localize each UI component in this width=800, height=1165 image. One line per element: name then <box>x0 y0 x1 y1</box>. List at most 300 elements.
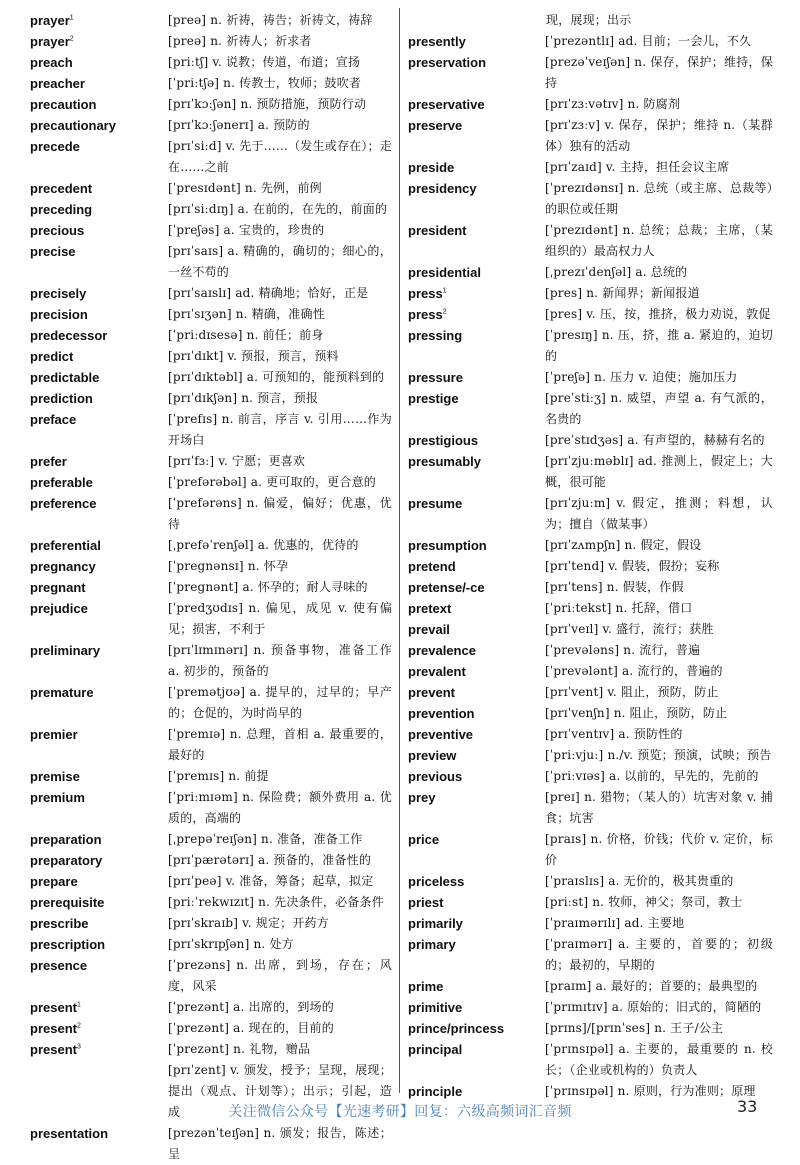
definition: [prɪˈventɪv] a. 预防性的 <box>545 727 683 741</box>
headword <box>408 262 545 283</box>
dictionary-entry <box>30 766 392 787</box>
headword-text: precautionary <box>30 118 116 133</box>
dictionary-entry <box>408 388 773 430</box>
headword <box>30 850 168 871</box>
headword-text: principle <box>408 1084 463 1099</box>
headword <box>30 304 168 325</box>
definition: [ˌprepəˈreɪʃən] n. 准备，准备工作 <box>168 832 363 846</box>
headword <box>30 178 168 199</box>
headword-text: pretend <box>408 559 456 574</box>
dictionary-entry <box>30 367 392 388</box>
headword-text: presidency <box>408 181 477 196</box>
dictionary-entry <box>408 787 773 829</box>
headword-text: price <box>408 832 440 847</box>
definition: [ˈprezənt] a. 现在的，目前的 <box>168 1021 334 1035</box>
definition: [ˌprefəˈrenʃəl] a. 优惠的，优待的 <box>168 538 359 552</box>
headword <box>408 52 545 73</box>
headword-text: prayer <box>30 13 70 28</box>
definition: [ˈpriːtekst] n. 托辞，借口 <box>545 601 693 615</box>
definition: [ˈpreʃəs] a. 宝贵的，珍贵的 <box>168 223 325 237</box>
headword-text: prescription <box>30 937 106 952</box>
headword <box>408 934 545 955</box>
headword-superscript: 1 <box>69 14 74 22</box>
headword <box>408 766 545 787</box>
definition: [prɪˈveɪl] v. 盛行，流行；获胜 <box>545 622 714 636</box>
headword-text: premise <box>30 769 80 784</box>
definition: [preˈstiːʒ] n. 威望，声望 a. 有气派的，名贵的 <box>545 391 773 426</box>
dictionary-entry <box>30 73 392 94</box>
headword-superscript: 1 <box>442 287 447 295</box>
definition: [ˈpregnənt] a. 怀孕的；耐人寻味的 <box>168 580 368 594</box>
dictionary-entry <box>30 913 392 934</box>
headword <box>408 913 545 934</box>
definition: [ˌprezɪˈdenʃəl] a. 总统的 <box>545 265 688 279</box>
headword-text: principal <box>408 1042 463 1057</box>
definition: [prɪˈlɪmɪnərɪ] n. 预备事物，准备工作 a. 初步的，预备的 <box>168 643 392 678</box>
headword <box>30 535 168 556</box>
headword <box>408 325 545 346</box>
dictionary-entry <box>30 556 392 577</box>
definition: [prezəˈveɪʃən] n. 保存，保护；维持，保持 <box>545 55 773 90</box>
headword-text: preacher <box>30 76 85 91</box>
headword <box>408 682 545 703</box>
dictionary-entry <box>30 94 392 115</box>
headword-text: pretext <box>408 601 452 616</box>
headword-text: president <box>408 223 467 238</box>
headword <box>408 724 545 745</box>
definition: [prɪˈvent] v. 阻止，预防，防止 <box>545 685 719 699</box>
headword-text: preserve <box>408 118 463 133</box>
headword-text: prevalence <box>408 643 476 658</box>
dictionary-entry <box>30 1039 392 1060</box>
dictionary-entry <box>30 640 392 682</box>
dictionary-entry <box>408 913 773 934</box>
headword <box>408 577 545 598</box>
headword-text: prerequisite <box>30 895 105 910</box>
headword <box>408 31 545 52</box>
dictionary-entry <box>30 409 392 451</box>
headword-text: prefer <box>30 454 67 469</box>
headword-text: preference <box>30 496 97 511</box>
headword <box>30 472 168 493</box>
headword <box>408 997 545 1018</box>
headword <box>30 598 168 619</box>
headword-text: precede <box>30 139 80 154</box>
headword-superscript: 1 <box>76 1001 81 1009</box>
dictionary-entry <box>408 220 773 262</box>
dictionary-entry <box>408 304 773 325</box>
headword <box>30 493 168 514</box>
definition: [ˈpreʃə] n. 压力 v. 迫使；施加压力 <box>545 370 738 384</box>
dictionary-entry <box>30 997 392 1018</box>
definition: [ˈprefərəbəl] a. 更可取的，更合意的 <box>168 475 376 489</box>
headword <box>30 556 168 577</box>
definition: [ˈpriːvjuː] n./v. 预览；预演，试映；预告 <box>545 748 772 762</box>
dictionary-entry <box>30 934 392 955</box>
headword <box>30 829 168 850</box>
definition: [priːst] n. 牧师，神父；祭司，教士 <box>545 895 743 909</box>
dictionary-entry <box>30 493 392 535</box>
headword <box>30 136 168 157</box>
headword <box>408 745 545 766</box>
headword <box>408 1081 545 1102</box>
dictionary-entry <box>30 346 392 367</box>
left-column <box>30 10 392 1165</box>
headword <box>30 241 168 262</box>
dictionary-entry <box>408 1081 773 1102</box>
dictionary-entry <box>408 997 773 1018</box>
definition: [prɪˈpærətərɪ] a. 预备的，准备性的 <box>168 853 372 867</box>
headword-text: preventive <box>408 727 474 742</box>
headword-text: precisely <box>30 286 87 301</box>
headword <box>408 220 545 241</box>
definition: [prɪˈzʌmpʃn] n. 假定，假设 <box>545 538 702 552</box>
headword <box>408 535 545 556</box>
dictionary-entry <box>408 430 773 451</box>
definition: [prɪˈzɜːv] v. 保存，保护；维持 n.（某群体）独有的活动 <box>545 118 773 153</box>
dictionary-entry <box>30 535 392 556</box>
page-number: 33 <box>737 1097 758 1116</box>
headword-text: presumably <box>408 454 481 469</box>
headword <box>30 199 168 220</box>
headword <box>408 556 545 577</box>
headword-text: premium <box>30 790 85 805</box>
headword <box>30 577 168 598</box>
definition: [ˈpriːtʃə] n. 传教士，牧师；鼓吹者 <box>168 76 362 90</box>
headword <box>408 661 545 682</box>
headword-text: prime <box>408 979 444 994</box>
dictionary-entry <box>408 577 773 598</box>
headword <box>30 220 168 241</box>
headword-superscript: 2 <box>69 35 74 43</box>
headword-text: premier <box>30 727 78 742</box>
definition: [prɪˈsiːdɪŋ] a. 在前的，在先的，前面的 <box>168 202 388 216</box>
headword <box>408 304 545 325</box>
definition: [ˈprezɪdənsɪ] n. 总统（或主席、总裁等）的职位或任期 <box>545 181 773 216</box>
dictionary-entry <box>408 934 773 976</box>
definition: [ˈpraɪmərɪ] a. 主要的，首要的；初级的；最初的，早期的 <box>545 937 773 972</box>
headword <box>408 283 545 304</box>
headword <box>30 451 168 472</box>
definition: [prɪˈzjuːməblɪ] ad. 推测上，假定上；大概，很可能 <box>545 454 773 489</box>
definition: [preɪ] n. 猎物；（某人的）坑害对象 v. 捕食；坑害 <box>545 790 773 825</box>
definition: [ˈpraɪslɪs] a. 无价的，极其贵重的 <box>545 874 734 888</box>
definition: [ˈprɪmɪtɪv] a. 原始的；旧式的，简陋的 <box>545 1000 762 1014</box>
dictionary-entry <box>408 52 773 94</box>
headword-superscript: 2 <box>442 308 447 316</box>
dictionary-entry <box>408 598 773 619</box>
dictionary-entry <box>30 472 392 493</box>
dictionary-entry <box>408 976 773 997</box>
headword-text: predict <box>30 349 74 364</box>
headword-text: preceding <box>30 202 93 217</box>
headword-text: prey <box>408 790 436 805</box>
definition: [prɪˈzent] v. 颁发，授予；呈现，展现；提出（观点、计划等）；出示；引起，造成 <box>168 1063 392 1119</box>
headword-text: prevention <box>408 706 475 721</box>
definition: [prɪˈskrɪpʃən] n. 处方 <box>168 937 294 951</box>
headword-text: presentation <box>30 1126 109 1141</box>
headword-text: premature <box>30 685 94 700</box>
dictionary-entry <box>30 682 392 724</box>
definition: [ˈpregnənsɪ] n. 怀孕 <box>168 559 289 573</box>
dictionary-entry <box>408 367 773 388</box>
headword-text: precedent <box>30 181 93 196</box>
definition: [prɪˈfɜː] v. 宁愿；更喜欢 <box>168 454 306 468</box>
definition: [prɪˈpeə] v. 准备，筹备；起草，拟定 <box>168 874 374 888</box>
headword <box>408 640 545 661</box>
headword-text: precious <box>30 223 85 238</box>
dictionary-entry <box>408 661 773 682</box>
definition: [prɪˈtens] n. 假装，作假 <box>545 580 684 594</box>
headword-text: presidential <box>408 265 481 280</box>
definition: [ˈprefɪs] n. 前言，序言 v. 引用……作为开场白 <box>168 412 392 447</box>
dictionary-entry <box>30 199 392 220</box>
dictionary-entry <box>408 871 773 892</box>
headword-text: preside <box>408 160 455 175</box>
dictionary-entry <box>30 955 392 997</box>
headword <box>30 52 168 73</box>
definition: [prɪˈkɔːʃənerɪ] a. 预防的 <box>168 118 310 132</box>
definition: [priːˈrekwɪzɪt] n. 先决条件，必备条件 <box>168 895 384 909</box>
headword <box>30 787 168 808</box>
definition: [prɪns]/[prɪnˈses] n. 王子/公主 <box>545 1021 724 1035</box>
definition: [pres] n. 新闻界；新闻报道 <box>545 286 700 300</box>
headword-text: preview <box>408 748 457 763</box>
dictionary-entry <box>30 577 392 598</box>
dictionary-entry <box>408 682 773 703</box>
definition: [preə] n. 祈祷，祷告；祈祷文，祷辞 <box>168 13 373 27</box>
headword-text: presume <box>408 496 463 511</box>
headword <box>408 1018 545 1039</box>
headword-text: present <box>30 1042 77 1057</box>
definition: [prɪˈdɪkt] v. 预报，预言，预料 <box>168 349 339 363</box>
definition: [prɪˈsaɪs] a. 精确的，确切的；细心的，一丝不苟的 <box>168 244 392 279</box>
definition: [ˈprevələnt] a. 流行的，普遍的 <box>545 664 723 678</box>
headword <box>30 934 168 955</box>
dictionary-entry <box>30 325 392 346</box>
headword <box>30 766 168 787</box>
dictionary-entry <box>30 115 392 136</box>
definition: [ˈpresɪdənt] n. 先例，前例 <box>168 181 322 195</box>
headword <box>408 619 545 640</box>
headword-text: preliminary <box>30 643 101 658</box>
headword <box>408 367 545 388</box>
dictionary-entry <box>30 1018 392 1039</box>
definition: [ˈprezɪdənt] n. 总统；总裁；主席，（某组织的）最高权力人 <box>545 223 773 258</box>
entry-continuation: 现，展现；出示 <box>546 13 632 27</box>
definition: [prɪˈkɔːʃən] n. 预防措施，预防行动 <box>168 97 367 111</box>
headword-text: priest <box>408 895 444 910</box>
dictionary-entry <box>408 745 773 766</box>
dictionary-entry <box>30 52 392 73</box>
headword-text: preferential <box>30 538 101 553</box>
headword <box>30 724 168 745</box>
dictionary-entry <box>30 1123 392 1165</box>
dictionary-entry <box>408 766 773 787</box>
headword <box>30 283 168 304</box>
headword-text: presumption <box>408 538 487 553</box>
headword-text: preach <box>30 55 73 70</box>
headword-text: prayer <box>30 34 70 49</box>
dictionary-entry <box>30 220 392 241</box>
headword-text: preservative <box>408 97 485 112</box>
dictionary-entry <box>408 724 773 745</box>
dictionary-entry <box>30 241 392 283</box>
dictionary-entry <box>408 325 773 367</box>
dictionary-entry <box>408 829 773 871</box>
headword <box>30 115 168 136</box>
headword <box>30 871 168 892</box>
dictionary-entry <box>408 535 773 556</box>
definition: [ˈpriːdɪsesə] n. 前任；前身 <box>168 328 324 342</box>
definition: [prezənˈteɪʃən] n. 颁发；报告，陈述；呈 <box>168 1126 392 1161</box>
dictionary-entry <box>408 1018 773 1039</box>
dictionary-entry <box>30 136 392 178</box>
headword <box>408 493 545 514</box>
definition: [praɪs] n. 价格，价钱；代价 v. 定价，标价 <box>545 832 773 867</box>
definition: [ˈprevələns] n. 流行，普遍 <box>545 643 701 657</box>
headword <box>30 31 168 52</box>
headword-text: prepare <box>30 874 78 889</box>
dictionary-entry <box>408 115 773 157</box>
headword <box>408 115 545 136</box>
headword-superscript: 2 <box>76 1022 81 1030</box>
headword-text: press <box>408 286 443 301</box>
definition: [prɪˈdɪktəbl] a. 可预知的，能预料到的 <box>168 370 385 384</box>
definition: [praɪm] a. 最好的；首要的；最典型的 <box>545 979 758 993</box>
headword <box>408 178 545 199</box>
dictionary-entry <box>408 892 773 913</box>
headword <box>408 430 545 451</box>
headword-text: primary <box>408 937 456 952</box>
headword <box>30 955 168 976</box>
dictionary-entry <box>30 178 392 199</box>
headword-text: prestige <box>408 391 459 406</box>
definition: [ˈpredʒʊdɪs] n. 偏见，成见 v. 使有偏见；损害，不利于 <box>168 601 392 636</box>
definition: [prɪˈtend] v. 假装，假扮；妄称 <box>545 559 720 573</box>
dictionary-entry <box>408 493 773 535</box>
headword-text: preservation <box>408 55 487 70</box>
definition: [ˈprefərəns] n. 偏爱，偏好；优惠，优待 <box>168 496 392 531</box>
definition: [prɪˈsɪʒən] n. 精确，准确性 <box>168 307 325 321</box>
headword-text: precision <box>30 307 88 322</box>
headword <box>408 157 545 178</box>
definition: [prɪˈzjuːm] v. 假定，推测；料想，认为；擅自（做某事） <box>545 496 773 531</box>
definition: [ˈprezənt] a. 出席的，到场的 <box>168 1000 334 1014</box>
dictionary-entry <box>30 787 392 829</box>
dictionary-entry <box>30 451 392 472</box>
dictionary-entry <box>408 703 773 724</box>
headword <box>408 94 545 115</box>
dictionary-entry <box>408 619 773 640</box>
headword-text: present <box>30 1000 77 1015</box>
headword-text: predecessor <box>30 328 108 343</box>
dictionary-entry <box>30 871 392 892</box>
dictionary-entry <box>30 892 392 913</box>
headword-text: presence <box>30 958 88 973</box>
definition: [priːtʃ] v. 说教；传道，布道；宣扬 <box>168 55 361 69</box>
dictionary-entry <box>408 283 773 304</box>
headword-text: prevalent <box>408 664 466 679</box>
dictionary-entry <box>30 850 392 871</box>
headword-text: prestigious <box>408 433 479 448</box>
headword-text: prediction <box>30 391 93 406</box>
dictionary-entry <box>408 556 773 577</box>
headword <box>408 787 545 808</box>
definition: [ˈpresɪŋ] n. 压，挤，推 a. 紧迫的，迫切的 <box>545 328 773 363</box>
definition: [ˈpremɪə] n. 总理，首相 a. 最重要的，最好的 <box>168 727 392 762</box>
dictionary-entry <box>30 10 392 31</box>
headword-text: pressing <box>408 328 463 343</box>
dictionary-entry <box>408 178 773 220</box>
headword-text: precise <box>30 244 76 259</box>
definition: [ˈpremɪs] n. 前提 <box>168 769 269 783</box>
headword-text: priceless <box>408 874 465 889</box>
dictionary-entry <box>30 388 392 409</box>
headword-text: prince/princess <box>408 1021 505 1036</box>
headword-text: preface <box>30 412 77 427</box>
headword <box>30 1039 168 1060</box>
dictionary-entry <box>408 262 773 283</box>
headword-text: pretense/-ce <box>408 580 485 595</box>
headword <box>30 409 168 430</box>
headword-text: presently <box>408 34 466 49</box>
definition: [preə] n. 祈祷人；祈求者 <box>168 34 312 48</box>
headword-text: prevail <box>408 622 450 637</box>
dictionary-entry <box>408 31 773 52</box>
headword-text: pregnant <box>30 580 86 595</box>
headword-text: prescribe <box>30 916 89 931</box>
definition: [prɪˈsiːd] v. 先于……（发生或存在）；走在……之前 <box>168 139 392 174</box>
definition: [preˈstɪdʒəs] a. 有声望的，赫赫有名的 <box>545 433 765 447</box>
right-column <box>408 10 773 1102</box>
dictionary-entry <box>30 283 392 304</box>
headword-text: precaution <box>30 97 97 112</box>
definition: [ˈprezəntlɪ] ad. 目前；一会儿，不久 <box>545 34 752 48</box>
column-divider <box>399 8 400 1093</box>
definition: [ˈpraɪmərɪlɪ] ad. 主要地 <box>545 916 685 930</box>
headword <box>30 73 168 94</box>
headword-text: preparatory <box>30 853 103 868</box>
headword-text: prejudice <box>30 601 88 616</box>
headword-text: prevent <box>408 685 455 700</box>
dictionary-entry <box>30 304 392 325</box>
dictionary-entry <box>408 94 773 115</box>
dictionary-entry <box>30 829 392 850</box>
headword <box>408 829 545 850</box>
footer-promo-text: 关注微信公众号【光速考研】回复：六级高频词汇音频 <box>228 1104 572 1120</box>
headword <box>408 388 545 409</box>
headword-text: pressure <box>408 370 463 385</box>
definition: [ˈpremətjʊə] a. 提早的，过早的；早产的；仓促的，为时尚早的 <box>168 685 392 720</box>
dictionary-entry <box>408 451 773 493</box>
headword-text: primarily <box>408 916 463 931</box>
headword-text: preferable <box>30 475 93 490</box>
dictionary-entry <box>408 157 773 178</box>
headword <box>30 1123 168 1144</box>
headword-text: press <box>408 307 443 322</box>
dictionary-entry <box>30 598 392 640</box>
headword-text: previous <box>408 769 463 784</box>
headword <box>30 640 168 661</box>
headword-text: pregnancy <box>30 559 96 574</box>
definition: [ˈprɪnsɪpəl] a. 主要的，最重要的 n. 校长；（企业或机构的）负责人 <box>545 1042 773 1077</box>
headword <box>408 1039 545 1060</box>
headword <box>408 703 545 724</box>
definition: [prɪˈskraɪb] v. 规定；开药方 <box>168 916 329 930</box>
definition: [prɪˈsaɪslɪ] ad. 精确地；恰好，正是 <box>168 286 369 300</box>
dictionary-entry <box>408 640 773 661</box>
